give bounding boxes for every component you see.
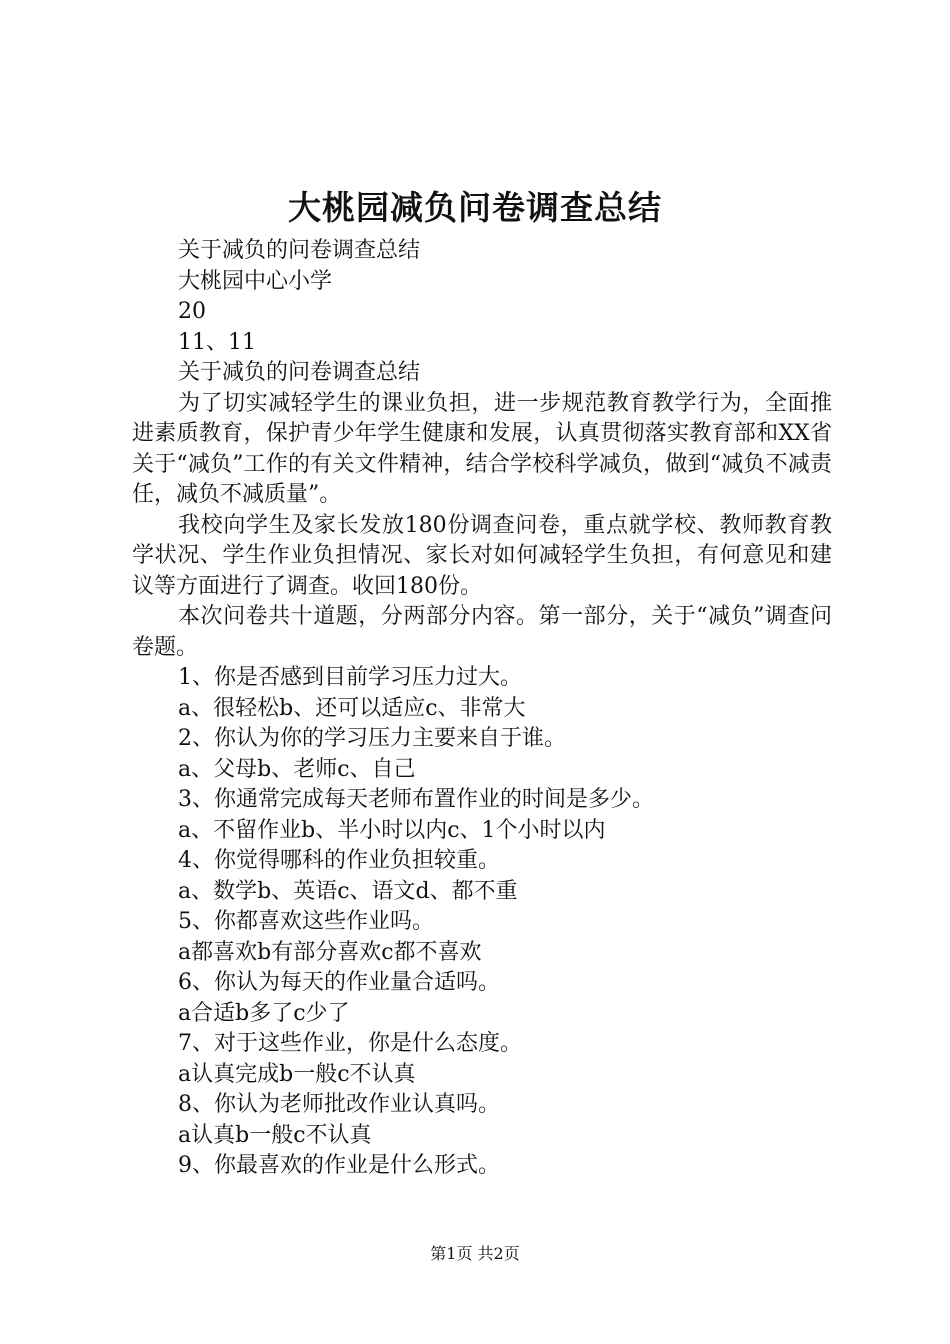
paragraph: 我校向学生及家长发放180份调查问卷，重点就学校、教师教育教学状况、学生作业负担情况、家长对如何减轻学生负担，有何意见和建议等方面进行了调查。收回180份。 — [132, 512, 832, 599]
question-line: 5、你都喜欢这些作业吗。 — [178, 909, 434, 934]
answer-options-line: a、很轻松b、还可以适应c、非常大 — [178, 695, 526, 721]
subtitle-line: 关于减负的问卷调查总结 — [178, 238, 421, 263]
question-line: 4、你觉得哪科的作业负担较重。 — [178, 848, 500, 873]
section-heading-line: 关于减负的问卷调查总结 — [178, 360, 421, 385]
question-line: 7、对于这些作业，你是什么态度。 — [178, 1031, 522, 1056]
answer-options-line: a认真b一般c不认真 — [178, 1122, 372, 1148]
date-line: 20 — [178, 299, 206, 324]
date-line: 11、11 — [178, 329, 256, 355]
question-line: 9、你最喜欢的作业是什么形式。 — [178, 1153, 500, 1178]
document-body — [132, 236, 832, 1182]
question-line: 2、你认为你的学习压力主要来自于谁。 — [178, 726, 566, 751]
answer-options-line: a认真完成b一般c不认真 — [178, 1061, 416, 1087]
answer-options-line: a、不留作业b、半小时以内c、1个小时以内 — [178, 817, 606, 843]
paragraph: 为了切实减轻学生的课业负担，进一步规范教育教学行为，全面推进素质教育，保护青少年学生健康和发展，认真贯彻落实教育部和XX省关于“减负”工作的有关文件精神，结合学校科学减负，做到“减负不减责任，减负不减质量”。 — [132, 390, 832, 507]
answer-options-line: a合适b多了c少了 — [178, 1000, 350, 1026]
paragraph: 本次问卷共十道题，分两部分内容。第一部分，关于“减负”调查问卷题。 — [132, 604, 832, 660]
school-name-line: 大桃园中心小学 — [178, 268, 333, 294]
answer-options-line: a、数学b、英语c、语文d、都不重 — [178, 878, 518, 904]
question-line: 3、你通常完成每天老师布置作业的时间是多少。 — [178, 787, 654, 812]
answer-options-line: a都喜欢b有部分喜欢c都不喜欢 — [178, 939, 482, 965]
answer-options-line: a、父母b、老师c、自己 — [178, 756, 416, 782]
document-title: 大桃园减负问卷调查总结 — [288, 188, 662, 227]
question-line: 6、你认为每天的作业量合适吗。 — [178, 970, 500, 995]
page-number-footer: 第1页 共2页 — [430, 1244, 520, 1263]
question-line: 1、你是否感到目前学习压力过大。 — [178, 665, 522, 690]
question-line: 8、你认为老师批改作业认真吗。 — [178, 1092, 500, 1117]
